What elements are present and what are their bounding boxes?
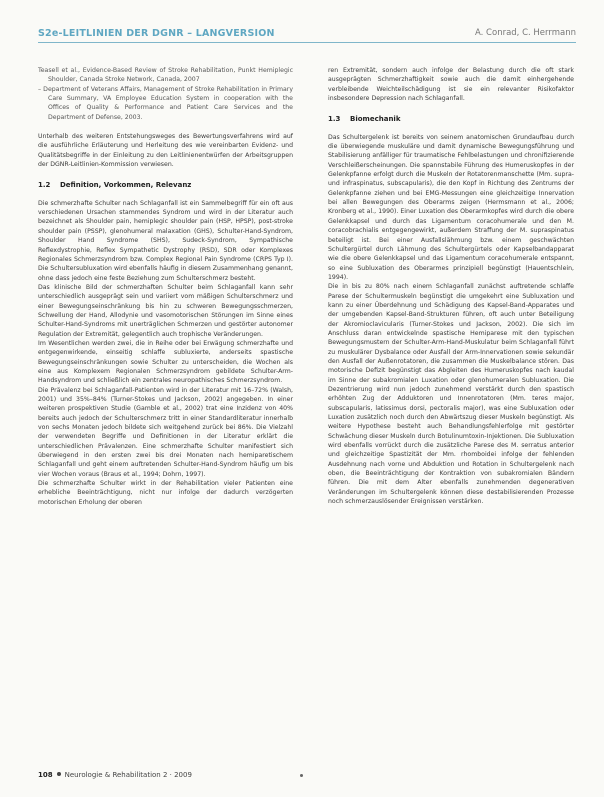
- separator-dot-icon: [57, 772, 61, 776]
- running-title: S2e-LEITLINIEN DER DGNR – LANGVERSION: [38, 28, 275, 39]
- body-paragraph: Die in bis zu 80% nach einem Schlaganfall zunächst auftretende schlaffe Parese der Schultermuskeln begünstigt die umgekehrt eine Subluxation und kann zu einer Überdehnung und Schädigung des Kapsel-Band-Apparates und der umgebenden Kapsel-Band-Strukturen führen, oft auch unter Beteiligung der Akromioclavicularis (Turner-Stokes und Jackson, 2002). Die sich im Anschluss daran entwickelnde spastische Hemiparese mit den typischen Bewegungsmustern der Schulter-Arm-Hand-Muskulatur beim Schlaganfall führt zu muskulärer Dysbalance oder Ausfall der Arm-Innervationen sowie sekundär den Ausfall der Außenrotatoren, die zusammen die Muskelbalance stören. Das motorische Defizit begünstigt das Abgleiten des Humeruskopfes nach kaudal im Sinne der subakromialen Luxation oder glenohumeralen Subluxation. Die Dezentrierung wird nun jedoch zunehmend verstärkt durch den spastisch erhöhten Zug der Adduktoren und Innenrotatoren (Mm. teres major, subscapularis, latissimus dorsi, pectoralis major), was eine Subluxation oder Luxation zusätzlich noch durch den Abwärtszug dieser Muskeln begünstigt. Als weitere Hypothese besteht auch Behandlungsfehlerfolge mit gestörter Schwächung dieser Muskeln durch Botulinumtoxin-Injektionen. Die Subluxation wird ebenfalls vorrückt durch die zusätzliche Parese des M. serratus anterior und gleichzeitige Spastizität der Mm. rhomboidei infolge der fehlenden Ausdehnung nach vorne und Abduktion und Rotation in Schultergelenk nach oben, die Beeinträchtigung der Kontraktion von subakromialen Bändern führen. Die mit dem Alter ebenfalls zunehmenden degenerativen Veränderungen im Schultergelenk können diese destabilisierenden Prozesse noch schmerzauslösender Ereignissen verstärken.: [328, 283, 574, 506]
- continued-paragraph: ren Extremität, sondern auch infolge der Belastung durch die oft stark ausgeprägten Schmerzhaftigkeit sowie auch die damit einhergehende verbleibende Weichteilschädigung ist sie ein relevanter Risikofaktor insbesondere Depression nach Schlaganfall.: [328, 67, 574, 103]
- body-paragraph: Die schmerzhafte Schulter wirkt in der Rehabilitation vieler Patienten eine erhebliche Beeinträchtigung, nicht nur infolge der dadurch verzögerten motorischen Erholung der oberen: [38, 480, 293, 506]
- intro-paragraph: Unterhalb des weiteren Entstehungsweges des Bewertungsverfahrens wird auf die ausführliche Erläuterung und Herleitung des wie vereinbarten Evidenz- und Qualitätsbegriffe in der Einleitung zu den Leitlinienentwürfen der Arbeitsgruppen der DGNR-Leitlinien-Kommission verwiesen.: [38, 133, 293, 169]
- section-title: Definition, Vorkommen, Relevanz: [60, 181, 192, 190]
- page-footer: [38, 771, 192, 779]
- body-paragraph: Die schmerzhafte Schulter nach Schlaganfall ist ein Sammelbegriff für ein oft aus verschiedenen Ursachen stammendes Syndrom und wird in der Literatur auch bezeichnet als Shoulder pain, hemiplegic shoulder pain (HSP, HPSP), post-stroke shoulder pain (PSSP), glenohumeral malaxation (GHS), Schulter-Hand-Syndrom, Shoulder Hand Syndrome (SHS), Sudeck-Syndrom, Sympathische Reflexdystrophie, Reflex Sympathetic Dystrophy (RSD), SDR oder Komplexes Regionales Schmerzsyndrom bzw. Complex Regional Pain Syndrome (CRPS Typ I). Die Schultersubluxation wird ebenfalls häufig in diesem Zusammenhang genannt, ohne dass jedoch eine feste Beziehung zum Schulterschmerz besteht.: [38, 199, 293, 282]
- section-heading-1-2: [38, 181, 293, 190]
- page-header: [38, 0, 576, 40]
- section-title: Biomechanik: [350, 115, 401, 124]
- section-number: 1.3: [328, 115, 341, 124]
- right-column: [328, 66, 574, 506]
- reference-item: Teasell et al., Evidence-Based Review of Stroke Rehabilitation, Punkt Hemiplegic Shoulder, Canada Stroke Network, Canada, 2007: [38, 67, 293, 84]
- body-paragraph: Im Wesentlichen werden zwei, die in Reihe oder bei Erwägung schmerzhafte und entgegenwirkende, einseitig schlaffe subluxierte, anderseits spastische Bewegungseinschränkungen sowie Schulter zu unterscheiden, die Wochen als eine aus Komplexem Regionalen Schmerzsyndrom gebildete Schulter-Arm-Handsyndrom und schließlich ein zentrales neuropathisches Schmerzsyndrom.: [38, 339, 293, 385]
- page-number: 108: [38, 771, 53, 779]
- print-mark: [300, 774, 303, 777]
- header-rule: [38, 42, 576, 43]
- authors: A. Conrad, C. Herrmann: [474, 28, 576, 38]
- body-paragraph: Die Prävalenz bei Schlaganfall-Patienten wird in der Literatur mit 16–72% (Walsh, 2001) und 35%–84% (Turner-Stokes und Jackson, 2002) angegeben. In einer weiteren prospektiven Studie (Gamble et al., 2002) trat eine Inzidenz von 40% bereits auch jedoch der Schulterschmerz tritt in einer Standardliteratur innerhalb von sechs Monaten jedoch bildete sich weitgehend zurück bei 86%. Die Vielzahl der verwendeten Begriffe und Definitionen in der Literatur erklärt die unterschiedlichen Prävalenzen. Eine schmerzhafte Schulter manifestiert sich überwiegend in den ersten zwei bis drei Monaten nach hemiparetischem Schlaganfall und geht einem auftretenden Schulter-Hand-Syndrom häufig um bis vier Wochen voraus (Braus et al., 1994; Dohrn, 1997).: [38, 386, 293, 478]
- section-heading-1-3: [328, 115, 574, 124]
- journal-name: Neurologie & Rehabilitation 2 · 2009: [64, 771, 192, 779]
- body-paragraph: Das Schultergelenk ist bereits von seinem anatomischen Grundaufbau durch die überwiegende muskuläre und damit dynamische Bewegungsführung und Stabilisierung anfälliger für traumatische Fehlbelastungen und chronifizierende Verschleißerscheinungen. Die spannstabile Führung des Humeruskopfes in der Gelenkpfanne erfolgt durch die Muskeln der Rotatorenmanschette (Mm. supra- und infraspinatus, subscapularis), die den Kopf in Richtung des Zentrums der Gelenkpfanne ziehen und bei EMG-Messungen eine gleichzeitige Innervation bei allen Bewegungen des Oberarms zeigen (Hermsmann et al., 2006; Kronberg et al., 1990). Einer Luxation des Oberarmkopfes wird durch die obere Gelenkkapsel und durch das Ligamentum coracohumerale und den M. coracobrachialis entgegengewirkt, außerdem Straffung der M. supraspinatus beteiligt ist. Bei einer Ausfallslähmung bzw. einem geschwächten Schultergürtel durch Lähmung des Schultergürtels oder Kapselbandapparat wie die obere Gelenkkapsel und das Ligamentum coracohumerale entspannt, so eine Subluxation des Oberarmes prinzipiell begünstigt (Hauentschlein, 1994).: [328, 133, 574, 281]
- reference-item: – Department of Veterans Affairs, Management of Stroke Rehabilitation in Primary Care Summary, VA Employee Education System in cooperation with the Offices of Quality & Performance and Patient Care Services and the Department of Defense, 2003.: [38, 85, 293, 121]
- body-paragraph: Das klinische Bild der schmerzhaften Schulter beim Schlaganfall kann sehr unterschiedlich ausgeprägt sein und variiert vom mäßigen Schulterschmerz und einer Bewegungseinschränkung bis hin zu schweren Bewegungsschmerzen, Schwellung der Hand, Allodynie und vasomotorischen Störungen im Sinne eines Schulter-Hand-Syndroms mit unerträglichen Schmerzen und gestörter autonomer Regulation der Extremität, gelegentlich auch trophische Veränderungen.: [38, 283, 293, 338]
- section-number: 1.2: [38, 181, 51, 190]
- left-column: [38, 66, 293, 507]
